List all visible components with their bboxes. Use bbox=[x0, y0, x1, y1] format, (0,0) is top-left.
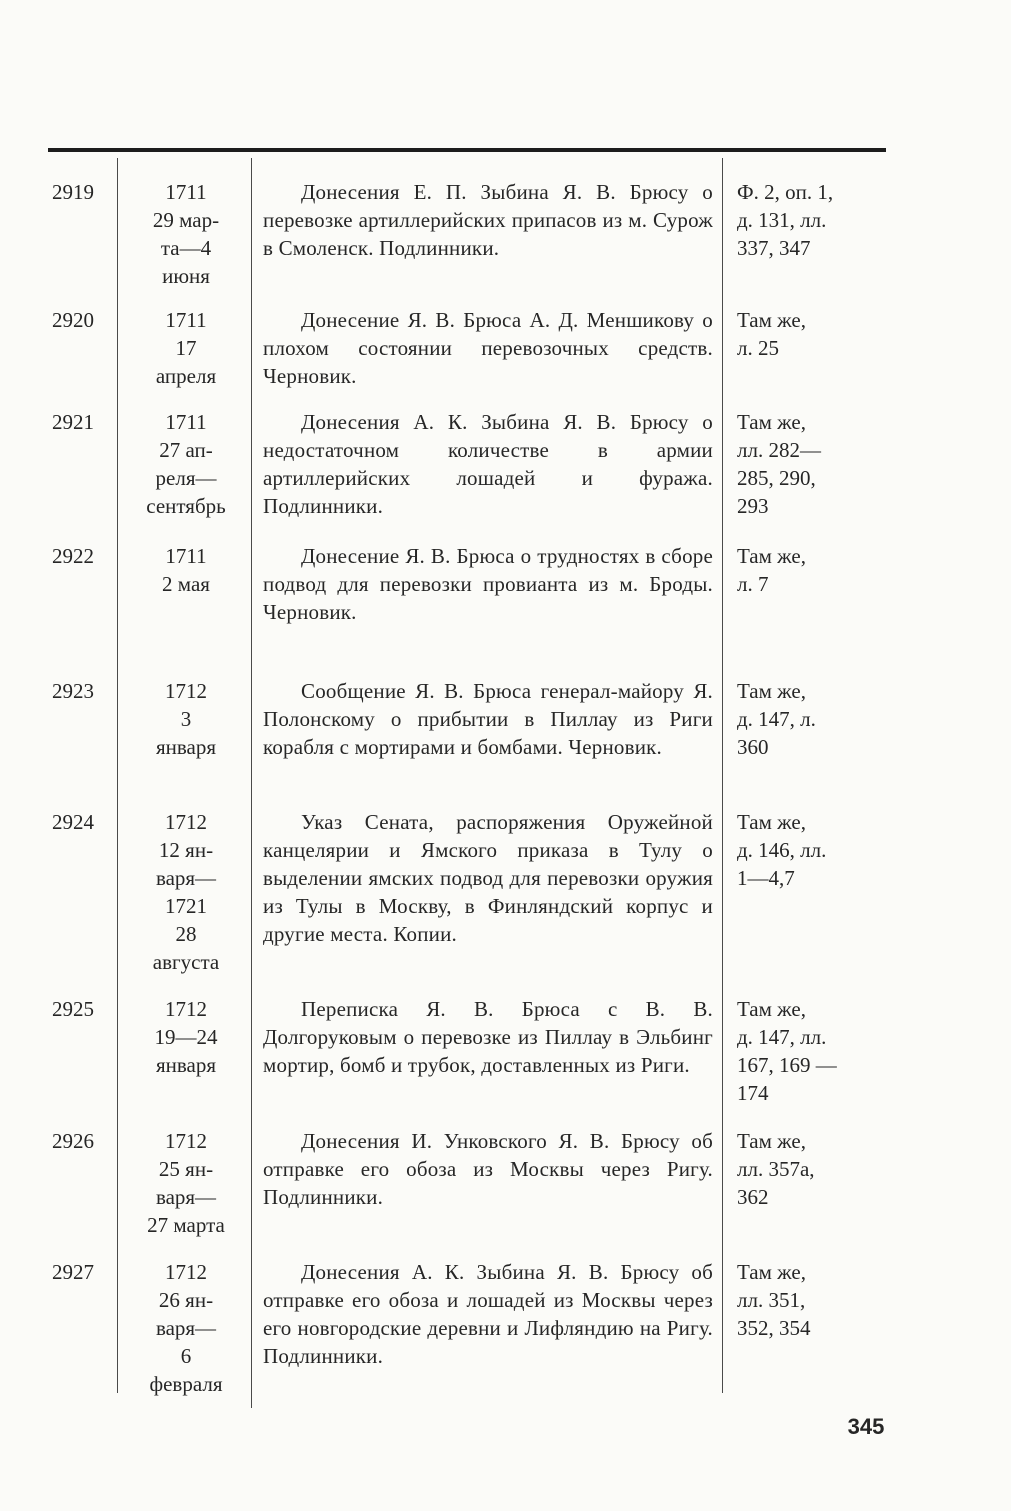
column-divider-description bbox=[722, 158, 723, 1393]
entry-reference: Ф. 2, оп. 1, д. 131, лл. 337, 347 bbox=[737, 180, 834, 260]
entry-number: 2924 bbox=[52, 810, 94, 834]
page-number: 345 bbox=[847, 1414, 885, 1439]
top-rule bbox=[48, 148, 886, 152]
entry-reference: Там же, д. 147, лл. 167, 169 — 174 bbox=[737, 997, 837, 1105]
column-divider-date bbox=[251, 158, 252, 1408]
entry-reference: Там же, л. 7 bbox=[737, 544, 806, 596]
entry-description: Донесение Я. В. Брюса А. Д. Меншикову о плохом состоянии перевозочных средств. Черновик. bbox=[263, 308, 713, 388]
column-divider-number bbox=[117, 158, 118, 1393]
entry-date: 1712 26 ян- варя— 6 февраля bbox=[149, 1260, 223, 1396]
entry-description: Указ Сената, распоряжения Оружейной канцелярии и Ямского приказа в Тулу о выделении ямских подвод для перевозки оружия из Тулы в Москву, в Финляндский корпус и другие места. Копии. bbox=[263, 810, 713, 946]
entry-description: Донесения А. К. Зыбина Я. В. Брюсу об отправке его обоза и лошадей из Москвы через его новгородские деревни и Лифляндию на Ригу. Подлинники. bbox=[263, 1260, 713, 1368]
entry-number: 2923 bbox=[52, 679, 94, 703]
entry-description: Донесения А. К. Зыбина Я. В. Брюсу о недостаточном количестве в армии артиллерийских лошадей и фуража. Подлинники. bbox=[263, 410, 713, 518]
entry-date: 1712 25 ян- варя— 27 марта bbox=[147, 1129, 225, 1237]
entry-reference: Там же, д. 146, лл. 1—4,7 bbox=[737, 810, 827, 890]
entry-reference: Там же, л. 25 bbox=[737, 308, 806, 360]
entry-description: Переписка Я. В. Брюса с В. В. Долгоруковым о перевозке из Пиллау в Эльбинг мортир, бомб и трубок, доставленных из Риги. bbox=[263, 997, 713, 1077]
entry-reference: Там же, д. 147, л. 360 bbox=[737, 679, 816, 759]
entry-number: 2922 bbox=[52, 544, 94, 568]
entry-number: 2927 bbox=[52, 1260, 94, 1284]
entry-date: 1711 17 апреля bbox=[155, 308, 217, 388]
entry-date: 1712 3 января bbox=[155, 679, 217, 759]
entry-number: 2919 bbox=[52, 180, 94, 204]
entry-description: Сообщение Я. В. Брюса генерал-майору Я. Полонскому о прибытии в Пиллау из Риги корабля с мортирами и бомбами. Черновик. bbox=[263, 679, 713, 759]
entry-date: 1712 12 ян- варя— 1721 28 августа bbox=[152, 810, 220, 974]
entry-description: Донесение Я. В. Брюса о трудностях в сборе подвод для перевозки провианта из м. Броды. Черновик. bbox=[263, 544, 713, 624]
entry-date: 1712 19—24 января bbox=[154, 997, 218, 1077]
entry-description: Донесения Е. П. Зыбина Я. В. Брюсу о перевозке артиллерийских припасов из м. Сурож в Смоленск. Подлинники. bbox=[263, 180, 713, 260]
entry-number: 2921 bbox=[52, 410, 94, 434]
entry-date: 1711 27 ап- реля— сентябрь bbox=[146, 410, 226, 518]
entry-date: 1711 2 мая bbox=[162, 544, 210, 596]
entry-reference: Там же, лл. 282— 285, 290, 293 bbox=[737, 410, 821, 518]
entry-description: Донесения И. Унковского Я. В. Брюсу об отправке его обоза из Москвы через Ригу. Подлинники. bbox=[263, 1129, 713, 1209]
entry-number: 2920 bbox=[52, 308, 94, 332]
entry-reference: Там же, лл. 357а, 362 bbox=[737, 1129, 815, 1209]
entry-reference: Там же, лл. 351, 352, 354 bbox=[737, 1260, 811, 1340]
entry-number: 2925 bbox=[52, 997, 94, 1021]
entry-number: 2926 bbox=[52, 1129, 94, 1153]
entry-date: 1711 29 мар- та—4 июня bbox=[152, 180, 220, 288]
